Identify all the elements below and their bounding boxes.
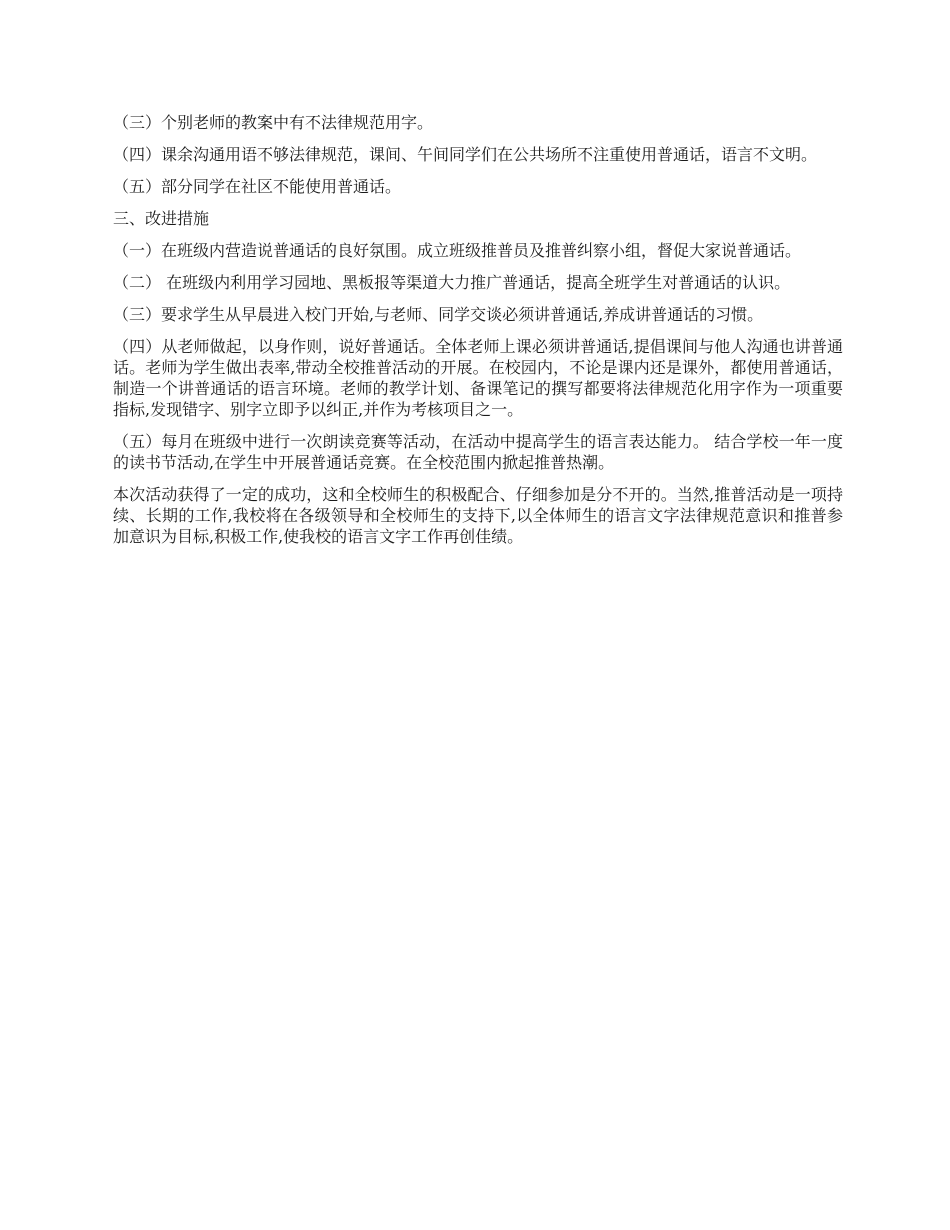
paragraph-measure-2: （二） 在班级内利用学习园地、黑板报等渠道大力推广普通话，提高全班学生对普通话的认识。 — [113, 273, 791, 292]
paragraph-measure-4: （四）从老师做起，以身作则，说好普通话。全体老师上课必须讲普通话,提倡课间与他人沟通也讲普通话。老师为学生做出表率,带动全校推普活动的开展。在校园内，不论是课内还是课外，都使用普通话，制造一个讲普通话的语言环境。老师的教学计划、备课笔记的撰写都要将法律规范化用字作为一项重要指标,发现错字、别字立即予以纠正,并作为考核项目之一。 — [113, 337, 843, 419]
paragraph-point-4-communication: （四）课余沟通用语不够法律规范，课间、午间同学们在公共场所不注重使用普通话，语言不文明。 — [113, 145, 818, 164]
paragraph-measure-5: （五）每月在班级中进行一次朗读竞赛等活动，在活动中提高学生的语言表达能力。 结合学校一年一度的读书节活动,在学生中开展普通话竞赛。在全校范围内掀起推普热潮。 — [113, 432, 843, 472]
section-heading-improvement-measures: 三、改进措施 — [113, 209, 210, 228]
document-body — [113, 112, 843, 558]
paragraph-conclusion: 本次活动获得了一定的成功，这和全校师生的积极配合、仔细参加是分不开的。当然,推普活动是一项持续、长期的工作,我校将在各级领导和全校师生的支持下,以全体师生的语言文字法律规范意识和推普参加意识为目标,积极工作,使我校的语言文字工作再创佳绩。 — [113, 485, 843, 546]
paragraph-point-5-community: （五）部分同学在社区不能使用普通话。 — [113, 177, 402, 196]
paragraph-point-3-lesson-plans: （三）个别老师的教案中有不法律规范用字。 — [113, 113, 434, 132]
paragraph-measure-1: （一）在班级内营造说普通话的良好氛围。成立班级推普员及推普纠察小组，督促大家说普通话。 — [113, 241, 802, 260]
paragraph-measure-3: （三）要求学生从早晨进入校门开始,与老师、同学交谈必须讲普通话,养成讲普通话的习惯。 — [113, 305, 764, 324]
